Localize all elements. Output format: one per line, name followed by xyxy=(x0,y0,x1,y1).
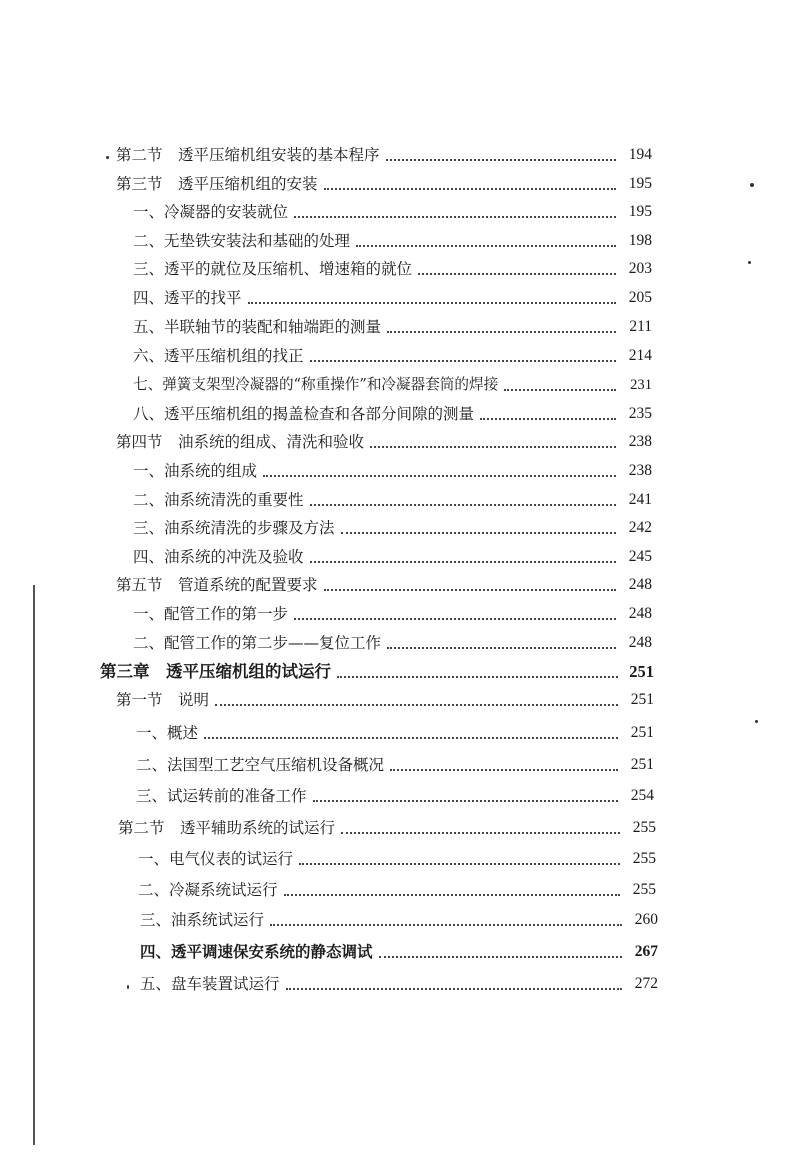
toc-entry-page: 195 xyxy=(628,203,652,220)
toc-entry-page: 272 xyxy=(634,975,658,992)
toc-entry-page: 255 xyxy=(632,850,656,867)
dot-leader xyxy=(480,418,616,420)
toc-entry-page: 248 xyxy=(628,576,652,593)
dot-leader xyxy=(379,956,622,958)
toc-entry[interactable] xyxy=(133,227,652,251)
toc-entry[interactable] xyxy=(133,371,652,395)
toc-entry-label: 六、透平压缩机组的找正 xyxy=(133,347,304,365)
toc-entry[interactable] xyxy=(133,255,652,279)
toc-entry-label: 五、半联轴节的装配和轴端距的测量 xyxy=(133,318,382,336)
dot-leader xyxy=(324,188,616,190)
toc-entry-label: 四、透平的找平 xyxy=(133,289,242,307)
toc-entry[interactable] xyxy=(138,845,656,869)
toc-entry[interactable] xyxy=(116,141,652,165)
toc-entry[interactable] xyxy=(133,457,652,481)
toc-entry-label: 二、无垫铁安装法和基础的处理 xyxy=(133,232,351,250)
toc-entry-label: 五、盘车装置试运行 xyxy=(140,975,280,993)
toc-entry-label: 七、弹簧支架型冷凝器的“称重操作”和冷凝器套筒的焊接 xyxy=(133,376,499,393)
toc-entry-page: 205 xyxy=(628,289,652,306)
toc-entry[interactable] xyxy=(133,342,652,366)
toc-entry-label: 三、油系统清洗的步骤及方法 xyxy=(133,519,335,537)
toc-entry-label: 第四节 油系统的组成、清洗和验收 xyxy=(116,433,365,451)
toc-entry[interactable] xyxy=(133,486,652,510)
toc-entry-label: 三、透平的就位及压缩机、增速箱的就位 xyxy=(133,260,413,278)
toc-entry-label: 一、概述 xyxy=(136,724,199,742)
toc-entry[interactable] xyxy=(133,514,652,538)
dot-leader xyxy=(370,446,616,448)
dot-leader xyxy=(504,389,616,391)
dot-leader xyxy=(390,769,618,771)
dot-leader xyxy=(294,618,616,620)
toc-entry-label: 八、透平压缩机组的揭盖检查和各部分间隙的测量 xyxy=(133,405,475,423)
toc-entry-page: 255 xyxy=(632,881,656,898)
toc-chapter-entry[interactable] xyxy=(100,658,654,682)
toc-entry-page: 251 xyxy=(630,724,654,741)
toc-entry-label: 一、油系统的组成 xyxy=(133,462,258,480)
scan-speck xyxy=(127,985,129,989)
toc-entry-label: 第三章 透平压缩机组的试运行 xyxy=(100,662,331,681)
toc-entry[interactable] xyxy=(133,400,652,424)
toc-entry[interactable] xyxy=(136,751,654,775)
toc-entry-page: 260 xyxy=(634,911,658,928)
dot-leader xyxy=(204,737,618,739)
dot-leader xyxy=(313,800,618,802)
toc-entry-label: 四、油系统的冲洗及验收 xyxy=(133,548,304,566)
toc-entry-label: 第一节 说明 xyxy=(116,691,210,709)
toc-entry-page: 251 xyxy=(630,756,654,773)
toc-entry-page: 248 xyxy=(628,634,652,651)
toc-entry[interactable] xyxy=(140,938,658,962)
toc-entry-page: 231 xyxy=(630,377,652,393)
toc-entry[interactable] xyxy=(133,198,652,222)
dot-leader xyxy=(386,159,616,161)
dot-leader xyxy=(356,245,616,247)
toc-entry[interactable] xyxy=(140,970,658,994)
toc-entry-label: 第二节 透平压缩机组安装的基本程序 xyxy=(116,146,380,164)
toc-entry[interactable] xyxy=(116,170,652,194)
toc-entry-page: 195 xyxy=(628,175,652,192)
toc-entry[interactable] xyxy=(133,629,652,653)
toc-entry-label: 二、配管工作的第二步——复位工作 xyxy=(133,634,382,652)
toc-entry-label: 第三节 透平压缩机组的安装 xyxy=(116,175,318,193)
toc-entry[interactable] xyxy=(133,284,652,308)
toc-entry-page: 242 xyxy=(628,519,652,536)
toc-entry[interactable] xyxy=(138,876,656,900)
toc-entry-page: 198 xyxy=(628,232,652,249)
dot-leader xyxy=(341,532,616,534)
toc-entry-page: 248 xyxy=(628,605,652,622)
dot-leader xyxy=(286,988,622,990)
toc-entry-label: 二、法国型工艺空气压缩机设备概况 xyxy=(136,756,385,774)
toc-entry-label: 三、油系统试运行 xyxy=(140,911,265,929)
dot-leader xyxy=(215,704,618,706)
dot-leader xyxy=(270,924,622,926)
toc-entry-label: 四、透平调速保安系统的静态调试 xyxy=(140,942,373,961)
toc-entry[interactable] xyxy=(136,719,654,743)
dot-leader xyxy=(418,273,616,275)
dot-leader xyxy=(284,894,620,896)
dot-leader xyxy=(310,504,616,506)
toc-entry-page: 238 xyxy=(628,433,652,450)
toc-entry[interactable] xyxy=(116,686,654,710)
dot-leader xyxy=(248,302,616,304)
toc-entry-page: 241 xyxy=(628,491,652,508)
dot-leader xyxy=(299,863,620,865)
toc-entry[interactable] xyxy=(118,814,656,838)
toc-entry-page: 238 xyxy=(628,462,652,479)
toc-entry-page: 194 xyxy=(628,146,652,163)
toc-entry-label: 二、冷凝系统试运行 xyxy=(138,881,278,899)
scan-edge-line xyxy=(33,585,35,1145)
dot-leader xyxy=(263,475,616,477)
toc-entry[interactable] xyxy=(133,313,652,337)
dot-leader xyxy=(310,561,616,563)
scan-speck xyxy=(748,261,751,264)
toc-entry[interactable] xyxy=(116,571,652,595)
toc-entry-page: 214 xyxy=(628,347,652,364)
toc-entry[interactable] xyxy=(136,782,654,806)
toc-entry[interactable] xyxy=(133,600,652,624)
toc-entry-label: 第二节 透平辅助系统的试运行 xyxy=(118,819,336,837)
dot-leader xyxy=(341,832,620,834)
dot-leader xyxy=(337,676,618,678)
toc-entry-page: 251 xyxy=(630,691,654,708)
toc-entry-page: 254 xyxy=(630,787,654,804)
dot-leader xyxy=(324,589,616,591)
dot-leader xyxy=(310,360,616,362)
toc-entry-page: 235 xyxy=(628,405,652,422)
toc-entry-label: 二、油系统清洗的重要性 xyxy=(133,491,304,509)
scan-speck xyxy=(755,720,758,723)
toc-entry-label: 三、试运转前的准备工作 xyxy=(136,787,307,805)
toc-entry-page: 267 xyxy=(634,943,658,960)
dot-leader xyxy=(294,216,616,218)
toc-entry-page: 245 xyxy=(628,548,652,565)
toc-entry-page: 203 xyxy=(628,260,652,277)
scan-speck xyxy=(750,183,754,187)
toc-entry-page: 251 xyxy=(629,662,654,681)
toc-entry-label: 一、冷凝器的安装就位 xyxy=(133,203,289,221)
dot-leader xyxy=(387,331,616,333)
toc-entry-label: 一、电气仪表的试运行 xyxy=(138,850,294,868)
toc-entry-page: 211 xyxy=(629,318,652,335)
toc-entry-label: 一、配管工作的第一步 xyxy=(133,605,289,623)
toc-entry-label: 第五节 管道系统的配置要求 xyxy=(116,576,318,594)
toc-entry[interactable] xyxy=(133,543,652,567)
scan-speck xyxy=(106,156,109,159)
toc-entry-page: 255 xyxy=(632,819,656,836)
toc-entry[interactable] xyxy=(116,428,652,452)
toc-entry[interactable] xyxy=(140,906,658,930)
dot-leader xyxy=(387,647,616,649)
